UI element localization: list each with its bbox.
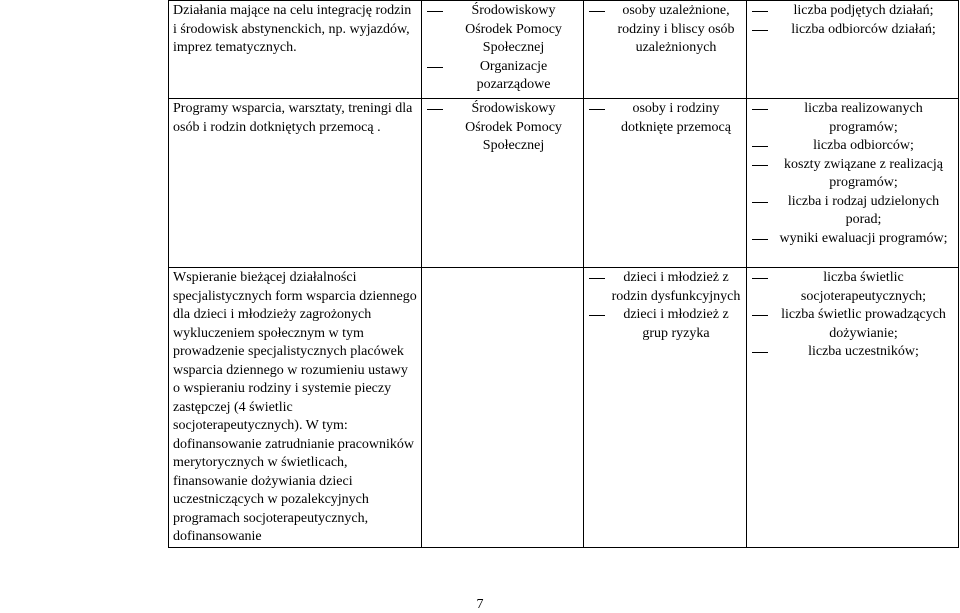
recipients-cell	[584, 1, 747, 99]
recipients-cell	[584, 99, 747, 268]
indicator-text: koszty związane z realizacją programów;	[784, 156, 943, 190]
dash-bullet	[426, 58, 448, 95]
indicator-text: liczba uczestników;	[808, 344, 919, 359]
activity-cell	[169, 1, 422, 99]
indicator-text: liczba i rodzaj udzielonych porad;	[787, 193, 940, 227]
list-item	[426, 58, 579, 95]
executor-text: Organizacje pozarządowe	[476, 58, 551, 92]
dash-bullet	[751, 156, 773, 193]
activities-table	[168, 0, 959, 548]
list-item	[751, 137, 954, 156]
list-item	[751, 306, 954, 343]
indicator-text: liczba świetlic socjoterapeutycznych;	[800, 270, 927, 304]
list-item	[751, 269, 954, 306]
list-item	[751, 343, 954, 362]
list-item	[751, 21, 954, 40]
list-item	[751, 2, 954, 21]
dash-bullet	[588, 100, 610, 137]
dash-bullet	[751, 343, 773, 362]
activity-text: Działania mające na celu integrację rodzin i środowisk abstynenckich, np. wyjazdów, imprez tematycznych.	[173, 3, 412, 55]
indicators-cell	[747, 1, 959, 99]
recipient-text: dzieci i młodzież z rodzin dysfunkcyjnych	[611, 270, 741, 304]
indicator-text: liczba odbiorców działań;	[791, 21, 936, 37]
indicator-text: liczba realizowanych programów;	[804, 101, 923, 135]
dash-bullet	[751, 100, 773, 137]
list-item	[751, 193, 954, 230]
table-row	[169, 268, 959, 548]
recipient-text: osoby i rodziny dotknięte przemocą	[620, 101, 731, 135]
table-row	[169, 1, 959, 99]
dash-bullet	[588, 2, 610, 58]
indicator-text: liczba świetlic prowadzących dożywianie;	[781, 307, 946, 341]
dash-bullet	[426, 2, 448, 58]
list-item	[751, 156, 954, 193]
indicators-cell	[747, 268, 959, 548]
list-item	[426, 100, 579, 156]
page-number: 7	[476, 597, 484, 612]
indicator-text: liczba podjętych działań;	[793, 3, 934, 18]
dash-bullet	[751, 193, 773, 230]
dash-bullet	[751, 137, 773, 156]
list-item	[588, 269, 742, 306]
list-item	[426, 2, 579, 58]
recipients-cell	[584, 268, 747, 548]
dash-bullet	[751, 306, 773, 343]
list-item	[751, 100, 954, 137]
list-item	[588, 2, 742, 58]
indicator-text: liczba odbiorców;	[813, 138, 914, 153]
executors-cell	[422, 1, 584, 99]
list-item	[751, 230, 954, 249]
list-item	[588, 100, 742, 137]
table-row	[169, 99, 959, 268]
dash-bullet	[588, 306, 610, 343]
executors-cell	[422, 99, 584, 268]
activity-cell	[169, 99, 422, 268]
executor-text: Środowiskowy Ośrodek Pomocy Społecznej	[465, 101, 562, 153]
list-item	[588, 306, 742, 343]
dash-bullet	[751, 21, 773, 40]
dash-bullet	[751, 269, 773, 306]
dash-bullet	[751, 230, 773, 249]
activity-cell	[169, 268, 422, 548]
executor-text: Środowiskowy Ośrodek Pomocy Społecznej	[465, 3, 562, 55]
recipient-text: dzieci i młodzież z grup ryzyka	[623, 307, 729, 341]
activity-text: Wspieranie bieżącej działalności specjalistycznych form wsparcia dziennego dla dzieci i młodzieży zagrożonych wykluczeniem społecznym w tym prowadzenie specjalistycznych placówek wsparcia dziennego w rozumieniu ustawy o wspieraniu rodziny i systemie pieczy zastępczej (4 świetlic socjoterapeutycznych). W tym: dofinansowanie zatrudnianie pracowników merytorycznych w świetlicach, finansowanie dożywiania dzieci uczestniczących w pozalekcyjnych programach socjoterapeutycznych, dofinansowanie	[173, 270, 417, 544]
dash-bullet	[751, 2, 773, 21]
indicator-text: wyniki ewaluacji programów;	[779, 230, 948, 246]
executors-cell	[422, 268, 584, 548]
recipient-text: osoby uzależnione, rodziny i bliscy osób uzależnionych	[617, 3, 735, 55]
activity-text: Programy wsparcia, warsztaty, treningi dla osób i rodzin dotkniętych przemocą .	[173, 101, 413, 135]
dash-bullet	[426, 100, 448, 156]
dash-bullet	[588, 269, 610, 306]
indicators-cell	[747, 99, 959, 268]
